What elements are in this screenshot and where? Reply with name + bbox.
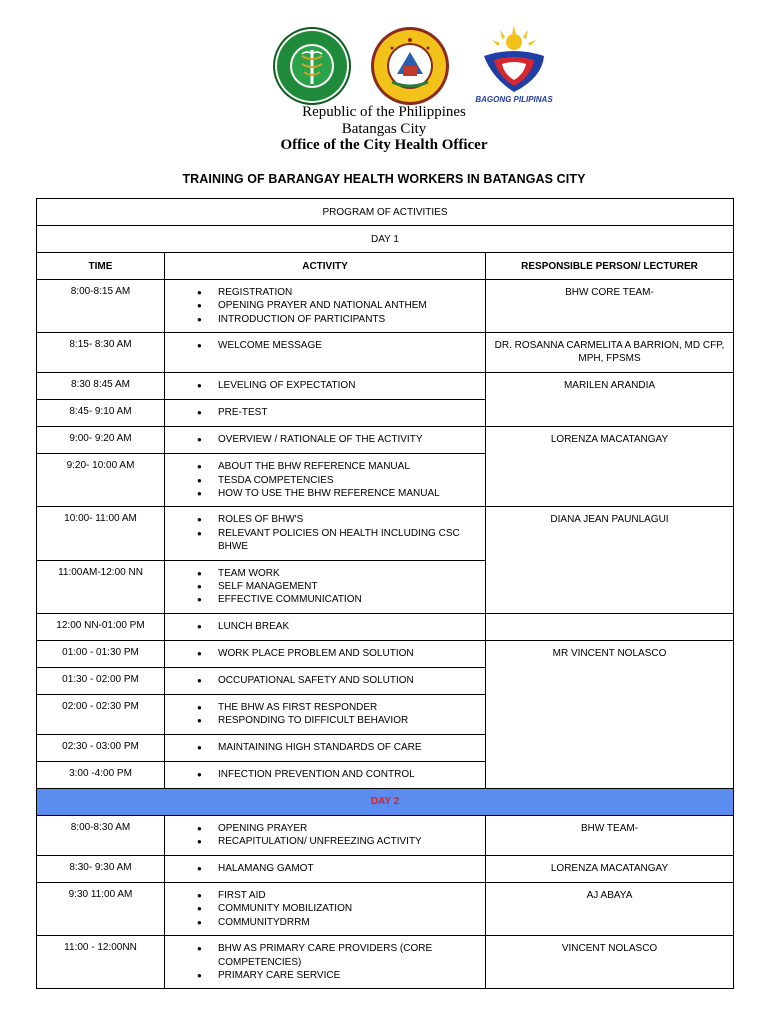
time-cell: 8:00-8:30 AM: [37, 815, 165, 855]
table-row: [37, 882, 734, 935]
responsible-person-cell: BHW TEAM-: [486, 815, 734, 855]
activity-item: ● ROLES OF BHW'S: [197, 513, 481, 526]
activity-cell: [165, 936, 486, 989]
activity-item: ● EFFECTIVE COMMUNICATION: [197, 593, 481, 606]
time-cell: 9:30 11:00 AM: [37, 882, 165, 935]
activity-item: ● RECAPITULATION/ UNFREEZING ACTIVITY: [197, 835, 481, 848]
activity-list: [165, 641, 485, 666]
time-cell: 8:45- 9:10 AM: [37, 400, 165, 427]
activity-item: ● FIRST AID: [197, 889, 481, 902]
activity-item: ● COMMUNITY MOBILIZATION: [197, 902, 481, 915]
activity-list: [165, 280, 485, 332]
activity-list: [165, 883, 485, 935]
time-cell: 9:20- 10:00 AM: [37, 454, 165, 507]
responsible-person-cell: MR VINCENT NOLASCO: [486, 640, 734, 788]
activity-list: [165, 454, 485, 506]
city-health-office-seal: [272, 26, 352, 106]
activity-item: ● BHW AS PRIMARY CARE PROVIDERS (CORE COMPETENCIES): [197, 942, 481, 969]
activity-item: ● MAINTAINING HIGH STANDARDS OF CARE: [197, 741, 481, 754]
batangas-city-official-seal: [370, 26, 450, 106]
time-cell: 11:00 - 12:00NN: [37, 936, 165, 989]
activity-item: ● LUNCH BREAK: [197, 620, 481, 633]
activity-item: ● TEAM WORK: [197, 567, 481, 580]
responsible-person-cell: DIANA JEAN PAUNLAGUI: [486, 507, 734, 613]
activity-item: ● OPENING PRAYER AND NATIONAL ANTHEM: [197, 299, 481, 312]
activity-cell: [165, 280, 486, 333]
activity-item: ● SELF MANAGEMENT: [197, 580, 481, 593]
header-line-city: Batangas City: [341, 121, 427, 137]
activity-item: ● INTRODUCTION OF PARTICIPANTS: [197, 313, 481, 326]
activity-item: ● OVERVIEW / RATIONALE OF THE ACTIVITY: [197, 433, 481, 446]
activity-cell: [165, 882, 486, 935]
activity-list: [165, 373, 485, 398]
responsible-person-cell: VINCENT NOLASCO: [486, 936, 734, 989]
time-cell: 8:15- 8:30 AM: [37, 333, 165, 373]
program-table: [36, 198, 734, 989]
activity-item: ● HALAMANG GAMOT: [197, 862, 481, 875]
activity-cell: [165, 400, 486, 427]
day1-label-text: DAY 1: [371, 233, 399, 245]
letterhead: [0, 26, 768, 156]
activity-list: [165, 668, 485, 693]
header-line-office: Office of the City Health Officer: [280, 137, 488, 153]
logo-row: [272, 26, 562, 110]
activity-cell: [165, 640, 486, 667]
activity-item: ● THE BHW AS FIRST RESPONDER: [197, 701, 481, 714]
column-header-person: RESPONSIBLE PERSON/ LECTURER: [486, 253, 734, 280]
activity-list: [165, 936, 485, 988]
table-row: [37, 507, 734, 560]
responsible-person-cell: BHW CORE TEAM-: [486, 280, 734, 333]
activity-list: [165, 816, 485, 855]
column-header-time: TIME: [37, 253, 165, 280]
activity-item: ● RELEVANT POLICIES ON HEALTH INCLUDING CSC BHWE: [197, 527, 481, 554]
activity-item: ● PRIMARY CARE SERVICE: [197, 969, 481, 982]
time-cell: 01:00 - 01:30 PM: [37, 640, 165, 667]
activity-item: ● WORK PLACE PROBLEM AND SOLUTION: [197, 647, 481, 660]
responsible-person-cell: MARILEN ARANDIA: [486, 373, 734, 427]
activity-cell: [165, 613, 486, 640]
activity-list: [165, 561, 485, 613]
program-label-row: [37, 199, 734, 226]
column-header-row: [37, 253, 734, 280]
activity-list: [165, 333, 485, 358]
activity-item: ● INFECTION PREVENTION AND CONTROL: [197, 768, 481, 781]
time-cell: 3:00 -4:00 PM: [37, 761, 165, 788]
activity-cell: [165, 855, 486, 882]
header-line-republic: Republic of the Philippines: [302, 104, 466, 120]
activity-cell: [165, 507, 486, 560]
program-label: [37, 199, 734, 226]
table-row: [37, 333, 734, 373]
document-title: TRAINING OF BARANGAY HEALTH WORKERS IN BATANGAS CITY: [182, 172, 586, 186]
time-cell: 11:00AM-12:00 NN: [37, 560, 165, 613]
time-cell: 8:00-8:15 AM: [37, 280, 165, 333]
activity-list: [165, 735, 485, 760]
responsible-person-cell: DR. ROSANNA CARMELITA A BARRION, MD CFP, MPH, FPSMS: [486, 333, 734, 373]
activity-item: ● WELCOME MESSAGE: [197, 339, 481, 352]
activity-cell: [165, 694, 486, 734]
day1-label: [37, 226, 734, 253]
table-row: [37, 373, 734, 400]
time-cell: 9:00- 9:20 AM: [37, 427, 165, 454]
program-label-text: PROGRAM OF ACTIVITIES: [322, 206, 448, 218]
activity-cell: [165, 454, 486, 507]
activity-item: ● COMMUNITYDRRM: [197, 916, 481, 929]
day1-label-row: [37, 226, 734, 253]
activity-item: ● TESDA COMPETENCIES: [197, 474, 481, 487]
activity-item: ● ABOUT THE BHW REFERENCE MANUAL: [197, 460, 481, 473]
activity-cell: [165, 560, 486, 613]
table-row: [37, 855, 734, 882]
activity-item: ● HOW TO USE THE BHW REFERENCE MANUAL: [197, 487, 481, 500]
day2-label: DAY 2: [37, 788, 734, 815]
time-cell: 12:00 NN-01:00 PM: [37, 613, 165, 640]
activity-item: ● REGISTRATION: [197, 286, 481, 299]
activity-list: [165, 507, 485, 559]
activity-cell: [165, 333, 486, 373]
table-row: [37, 640, 734, 667]
table-row: [37, 280, 734, 333]
bagong-pilipinas-logo: [472, 26, 556, 106]
activity-item: ● LEVELING OF EXPECTATION: [197, 379, 481, 392]
column-header-activity: ACTIVITY: [165, 253, 486, 280]
activity-list: [165, 614, 485, 639]
activity-list: [165, 427, 485, 452]
table-row: [37, 936, 734, 989]
time-cell: 02:00 - 02:30 PM: [37, 694, 165, 734]
svg-text:BAGONG PILIPINAS: BAGONG PILIPINAS: [475, 95, 553, 104]
table-row: [37, 427, 734, 454]
activity-list: [165, 695, 485, 734]
activity-list: [165, 762, 485, 787]
activity-cell: [165, 734, 486, 761]
activity-cell: [165, 373, 486, 400]
activity-cell: [165, 667, 486, 694]
time-cell: 8:30- 9:30 AM: [37, 855, 165, 882]
activity-cell: [165, 815, 486, 855]
activity-cell: [165, 427, 486, 454]
activity-list: [165, 400, 485, 425]
responsible-person-cell: LORENZA MACATANGAY: [486, 427, 734, 507]
activity-item: ● PRE-TEST: [197, 406, 481, 419]
responsible-person-cell: [486, 613, 734, 640]
day2-label-row: [37, 788, 734, 815]
activity-item: ● OCCUPATIONAL SAFETY AND SOLUTION: [197, 674, 481, 687]
responsible-person-cell: LORENZA MACATANGAY: [486, 855, 734, 882]
activity-list: [165, 856, 485, 881]
table-row: [37, 613, 734, 640]
responsible-person-cell: AJ ABAYA: [486, 882, 734, 935]
time-cell: 01:30 - 02:00 PM: [37, 667, 165, 694]
time-cell: 8:30 8:45 AM: [37, 373, 165, 400]
time-cell: 10:00- 11:00 AM: [37, 507, 165, 560]
table-row: [37, 815, 734, 855]
activity-item: ● OPENING PRAYER: [197, 822, 481, 835]
activity-item: ● RESPONDING TO DIFFICULT BEHAVIOR: [197, 714, 481, 727]
time-cell: 02:30 - 03:00 PM: [37, 734, 165, 761]
activity-cell: [165, 761, 486, 788]
